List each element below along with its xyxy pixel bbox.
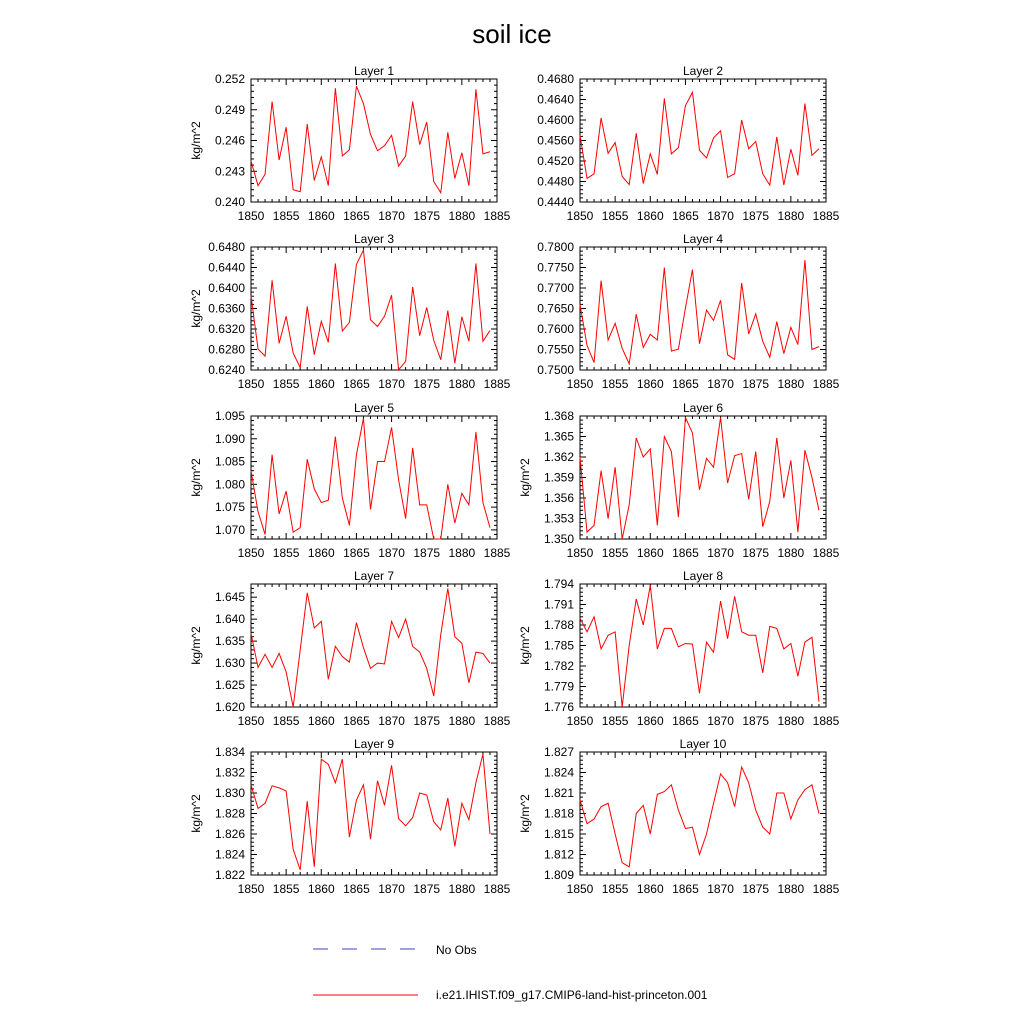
x-tick-label: 1850 [237, 714, 265, 728]
plot-frame [580, 79, 826, 202]
y-axis-label: kg/m^2 [189, 458, 203, 497]
x-tick-label: 1885 [812, 714, 840, 728]
y-tick-label: 1.630 [214, 656, 245, 671]
x-tick-label: 1870 [707, 546, 734, 560]
y-tick-label: 0.4440 [537, 195, 574, 209]
panel-title: Layer 7 [353, 569, 395, 583]
panel-title: Layer 2 [682, 64, 724, 78]
y-tick-label: 1.359 [543, 470, 574, 485]
y-tick-label: 1.085 [214, 454, 245, 469]
y-tick-label: 0.252 [214, 72, 245, 86]
panel-layer-2 [537, 64, 839, 223]
legend-model-label: i.e21.IHIST.f09_g17.CMIP6-land-hist-princeton.001 [436, 988, 708, 1002]
series-line [251, 588, 490, 707]
y-tick-label: 1.828 [214, 806, 245, 821]
y-tick-label: 1.812 [543, 847, 574, 862]
panel-title: Layer 4 [682, 232, 724, 246]
x-tick-label: 1875 [742, 714, 770, 728]
y-tick-label: 0.6480 [208, 240, 245, 254]
panel-layer-7 [189, 569, 511, 728]
y-tick-label: 1.776 [543, 700, 574, 714]
x-tick-label: 1875 [742, 377, 770, 391]
x-tick-label: 1865 [672, 209, 699, 223]
x-tick-label: 1860 [636, 377, 664, 391]
plot-frame [251, 416, 497, 539]
y-tick-label: 1.782 [543, 659, 574, 673]
x-tick-label: 1885 [483, 714, 511, 728]
x-tick-label: 1860 [636, 882, 664, 896]
y-tick-label: 0.6440 [208, 260, 245, 275]
y-tick-label: 0.4480 [537, 174, 574, 189]
panel-title: Layer 5 [353, 401, 395, 415]
x-tick-label: 1855 [601, 209, 629, 223]
series-line [580, 92, 819, 185]
x-tick-label: 1885 [812, 882, 840, 896]
y-tick-label: 0.249 [214, 102, 245, 117]
x-tick-label: 1855 [272, 546, 300, 560]
x-tick-label: 1865 [343, 209, 370, 223]
x-tick-label: 1885 [483, 209, 511, 223]
y-tick-label: 1.070 [214, 522, 245, 537]
x-tick-label: 1875 [413, 377, 441, 391]
plot-frame [251, 584, 497, 707]
y-tick-label: 1.356 [543, 491, 574, 505]
y-tick-label: 1.635 [214, 634, 245, 649]
x-tick-label: 1850 [237, 546, 265, 560]
y-tick-label: 1.640 [214, 612, 245, 627]
x-tick-label: 1885 [812, 377, 840, 391]
y-tick-label: 0.7750 [537, 260, 574, 275]
y-tick-label: 0.7700 [537, 281, 574, 295]
plot-frame [251, 247, 497, 370]
x-tick-label: 1880 [448, 882, 476, 896]
y-tick-label: 1.779 [543, 679, 574, 694]
x-tick-label: 1865 [672, 546, 699, 560]
panel-layer-6 [518, 401, 840, 560]
x-tick-label: 1885 [812, 546, 840, 560]
y-tick-label: 1.791 [543, 597, 574, 612]
x-tick-label: 1860 [307, 209, 335, 223]
x-tick-label: 1855 [601, 377, 629, 391]
series-line [251, 250, 490, 370]
panel-title: Layer 8 [682, 569, 724, 583]
x-tick-label: 1860 [307, 546, 335, 560]
x-tick-label: 1885 [483, 882, 511, 896]
x-tick-label: 1870 [378, 546, 405, 560]
y-tick-label: 0.6240 [208, 363, 245, 377]
y-tick-label: 0.4640 [537, 92, 574, 107]
y-tick-label: 0.6360 [208, 301, 245, 316]
y-tick-label: 1.815 [543, 827, 574, 841]
series-line [580, 767, 819, 867]
y-tick-label: 1.645 [214, 590, 245, 605]
y-tick-label: 0.4520 [537, 154, 574, 168]
x-tick-label: 1865 [672, 882, 699, 896]
y-tick-label: 1.353 [543, 511, 574, 526]
x-tick-label: 1870 [378, 209, 405, 223]
x-tick-label: 1865 [343, 546, 370, 560]
series-line [251, 754, 490, 870]
x-tick-label: 1850 [566, 209, 594, 223]
y-tick-label: 1.095 [214, 409, 245, 423]
legend-obs-label: No Obs [436, 943, 477, 957]
panel-layer-9 [189, 737, 511, 896]
x-tick-label: 1860 [307, 882, 335, 896]
y-tick-label: 0.7800 [537, 240, 574, 254]
y-tick-label: 1.794 [543, 577, 574, 591]
series-line [580, 585, 819, 707]
y-axis-label: kg/m^2 [518, 794, 532, 833]
panel-layer-1 [189, 64, 511, 223]
x-tick-label: 1855 [272, 377, 300, 391]
y-tick-label: 0.243 [214, 164, 245, 179]
x-tick-label: 1880 [448, 714, 476, 728]
panel-title: Layer 10 [679, 737, 727, 751]
y-axis-label: kg/m^2 [189, 626, 203, 665]
x-tick-label: 1850 [566, 882, 594, 896]
y-tick-label: 0.6320 [208, 322, 245, 336]
x-tick-label: 1885 [483, 546, 511, 560]
x-tick-label: 1870 [707, 714, 734, 728]
x-tick-label: 1860 [307, 714, 335, 728]
y-axis-label: kg/m^2 [518, 458, 532, 497]
y-tick-label: 1.834 [214, 745, 245, 759]
x-tick-label: 1880 [777, 882, 805, 896]
x-tick-label: 1870 [378, 882, 405, 896]
y-tick-label: 1.827 [543, 745, 574, 759]
y-tick-label: 1.090 [214, 431, 245, 446]
x-tick-label: 1870 [707, 377, 734, 391]
x-tick-label: 1850 [237, 209, 265, 223]
x-tick-label: 1880 [777, 377, 805, 391]
y-tick-label: 0.4600 [537, 113, 574, 127]
x-tick-label: 1865 [343, 714, 370, 728]
y-tick-label: 0.4560 [537, 133, 574, 148]
x-tick-label: 1885 [483, 377, 511, 391]
x-tick-label: 1855 [272, 209, 300, 223]
y-tick-label: 0.240 [214, 195, 245, 209]
x-tick-label: 1875 [413, 209, 441, 223]
y-tick-label: 1.809 [543, 868, 574, 882]
y-tick-label: 1.365 [543, 429, 574, 444]
x-tick-label: 1850 [566, 546, 594, 560]
x-tick-label: 1880 [777, 714, 805, 728]
x-tick-label: 1875 [413, 882, 441, 896]
x-tick-label: 1880 [448, 377, 476, 391]
y-tick-label: 0.7650 [537, 301, 574, 316]
y-tick-label: 1.830 [214, 786, 245, 800]
panel-title: Layer 1 [353, 64, 395, 78]
y-tick-label: 1.818 [543, 806, 574, 821]
x-tick-label: 1855 [601, 714, 629, 728]
y-axis-label: kg/m^2 [518, 626, 532, 665]
y-tick-label: 1.620 [214, 700, 245, 714]
y-axis-label: kg/m^2 [189, 289, 203, 328]
y-tick-label: 1.362 [543, 450, 574, 464]
y-tick-label: 1.824 [543, 765, 574, 780]
x-tick-label: 1870 [707, 209, 734, 223]
y-tick-label: 1.822 [214, 868, 245, 882]
panel-layer-10 [518, 737, 840, 896]
panel-title: Layer 6 [682, 401, 724, 415]
x-tick-label: 1860 [636, 714, 664, 728]
panel-layer-8 [518, 569, 840, 728]
x-tick-label: 1850 [566, 714, 594, 728]
x-tick-label: 1885 [812, 209, 840, 223]
series-line [580, 417, 819, 539]
panel-layer-4 [537, 232, 839, 391]
series-line [251, 86, 490, 193]
x-tick-label: 1850 [237, 882, 265, 896]
y-tick-label: 0.4680 [537, 72, 574, 86]
plot-frame [580, 416, 826, 539]
x-tick-label: 1860 [307, 377, 335, 391]
x-tick-label: 1850 [566, 377, 594, 391]
x-tick-label: 1880 [448, 546, 476, 560]
y-axis-label: kg/m^2 [189, 121, 203, 160]
y-tick-label: 0.6400 [208, 281, 245, 295]
y-axis-label: kg/m^2 [189, 794, 203, 833]
x-tick-label: 1855 [601, 882, 629, 896]
y-tick-label: 0.246 [214, 133, 245, 148]
plot-frame [580, 247, 826, 370]
x-tick-label: 1875 [413, 546, 441, 560]
x-tick-label: 1875 [413, 714, 441, 728]
y-tick-label: 1.785 [543, 638, 574, 653]
y-tick-label: 1.350 [543, 532, 574, 546]
x-tick-label: 1855 [272, 882, 300, 896]
y-tick-label: 1.832 [214, 765, 245, 780]
legend [313, 943, 708, 1002]
panel-grid [189, 64, 840, 896]
x-tick-label: 1870 [707, 882, 734, 896]
x-tick-label: 1870 [378, 714, 405, 728]
y-tick-label: 1.625 [214, 678, 245, 693]
x-tick-label: 1855 [601, 546, 629, 560]
x-tick-label: 1875 [742, 882, 770, 896]
y-tick-label: 0.7600 [537, 322, 574, 336]
x-tick-label: 1870 [378, 377, 405, 391]
x-tick-label: 1865 [672, 714, 699, 728]
y-tick-label: 0.6280 [208, 342, 245, 357]
y-tick-label: 0.7550 [537, 342, 574, 357]
y-tick-label: 1.788 [543, 618, 574, 632]
series-line [251, 418, 490, 539]
y-tick-label: 0.7500 [537, 363, 574, 377]
series-line [580, 260, 819, 364]
panel-layer-5 [189, 401, 511, 560]
y-tick-label: 1.080 [214, 477, 245, 492]
x-tick-label: 1860 [636, 209, 664, 223]
x-tick-label: 1865 [672, 377, 699, 391]
y-tick-label: 1.826 [214, 827, 245, 841]
x-tick-label: 1860 [636, 546, 664, 560]
x-tick-label: 1865 [343, 377, 370, 391]
x-tick-label: 1880 [448, 209, 476, 223]
x-tick-label: 1880 [777, 209, 805, 223]
y-tick-label: 1.821 [543, 786, 574, 800]
y-tick-label: 1.075 [214, 500, 245, 515]
panel-layer-3 [189, 232, 511, 391]
x-tick-label: 1880 [777, 546, 805, 560]
x-tick-label: 1875 [742, 209, 770, 223]
x-tick-label: 1875 [742, 546, 770, 560]
x-tick-label: 1850 [237, 377, 265, 391]
x-tick-label: 1865 [343, 882, 370, 896]
panel-title: Layer 3 [353, 232, 395, 246]
figure-title: soil ice [472, 19, 552, 49]
y-tick-label: 1.824 [214, 847, 245, 862]
x-tick-label: 1855 [272, 714, 300, 728]
panel-title: Layer 9 [353, 737, 395, 751]
y-tick-label: 1.368 [543, 409, 574, 423]
